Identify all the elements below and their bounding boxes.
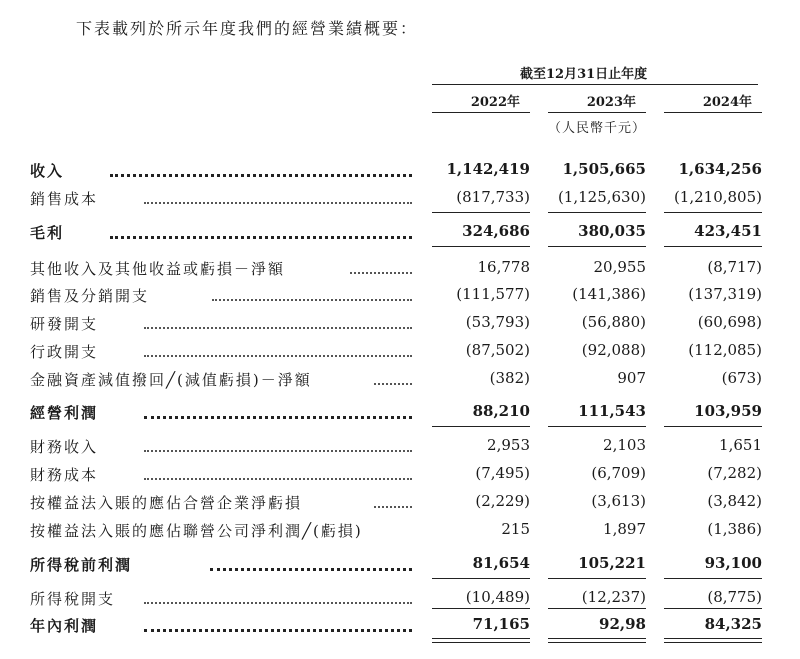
row-cost-of-sales bbox=[0, 188, 800, 212]
value-2022: 81,654 bbox=[472, 554, 530, 572]
value-2022: 1,142,419 bbox=[446, 160, 530, 178]
row-associate-profit bbox=[0, 520, 800, 544]
value-2023: 1,897 bbox=[603, 520, 646, 538]
value-2022: 215 bbox=[501, 520, 530, 538]
leader-dots bbox=[144, 416, 412, 419]
row-label: 按權益法入賬的應佔合營企業淨虧損 bbox=[30, 494, 303, 512]
value-2024: 423,451 bbox=[694, 222, 762, 240]
value-2024: (3,842) bbox=[707, 492, 762, 510]
value-2022: (2,229) bbox=[475, 492, 530, 510]
leader-dots bbox=[144, 629, 412, 632]
row-profit-for-year bbox=[0, 615, 800, 639]
value-2023: (6,709) bbox=[591, 464, 646, 482]
row-finance-income bbox=[0, 436, 800, 460]
value-2022: 324,686 bbox=[462, 222, 530, 240]
row-label: 財務收入 bbox=[30, 438, 99, 456]
leader-dots bbox=[144, 202, 412, 204]
leader-dots bbox=[374, 506, 412, 508]
row-label: 銷售成本 bbox=[30, 190, 99, 208]
value-2023: 1,505,665 bbox=[562, 160, 646, 178]
value-2024: 84,325 bbox=[704, 615, 762, 633]
row-label: 所得稅前利潤 bbox=[30, 556, 133, 574]
subtotal-rule bbox=[432, 578, 530, 579]
leader-dots bbox=[374, 383, 412, 385]
subtotal-rule bbox=[432, 608, 530, 609]
row-revenue bbox=[0, 160, 800, 184]
value-2024: (112,085) bbox=[688, 341, 762, 359]
period-underline bbox=[432, 84, 758, 85]
value-2024: 103,959 bbox=[694, 402, 762, 420]
value-2023: (56,880) bbox=[581, 313, 646, 331]
row-gross-profit bbox=[0, 222, 800, 246]
row-label: 金融資產減值撥回╱(減值虧損)－淨額 bbox=[30, 371, 312, 389]
row-profit-before-tax bbox=[0, 554, 800, 578]
leader-dots bbox=[110, 236, 412, 239]
value-2024: (673) bbox=[721, 369, 762, 387]
value-2023: 111,543 bbox=[578, 402, 646, 420]
leader-dots bbox=[210, 568, 412, 571]
row-other-income bbox=[0, 258, 800, 282]
row-selling-expenses bbox=[0, 285, 800, 309]
value-2023: 380,035 bbox=[578, 222, 646, 240]
leader-dots bbox=[144, 478, 412, 480]
total-double-rule bbox=[432, 638, 530, 643]
value-2022: 2,953 bbox=[487, 436, 530, 454]
year-2022-header: 2022年 bbox=[470, 95, 520, 110]
leader-dots bbox=[110, 174, 412, 177]
value-2022: (53,793) bbox=[465, 313, 530, 331]
value-2022: (7,495) bbox=[475, 464, 530, 482]
unit-label: （人民幣千元） bbox=[548, 121, 647, 136]
value-2023: 907 bbox=[617, 369, 646, 387]
value-2022: (10,489) bbox=[465, 588, 530, 606]
row-label: 收入 bbox=[30, 162, 65, 180]
subtotal-rule bbox=[548, 246, 646, 247]
value-2023: 2,103 bbox=[603, 436, 646, 454]
period-header: 截至12月31日止年度 bbox=[520, 67, 648, 82]
row-rd-expenses bbox=[0, 313, 800, 337]
subtotal-rule bbox=[548, 212, 646, 213]
row-label: 經營利潤 bbox=[30, 404, 99, 422]
year-2023-underline bbox=[548, 112, 646, 113]
value-2024: (7,282) bbox=[707, 464, 762, 482]
row-label: 所得稅開支 bbox=[30, 590, 116, 608]
leader-dots bbox=[212, 299, 412, 301]
value-2024: (60,698) bbox=[697, 313, 762, 331]
subtotal-rule bbox=[432, 426, 530, 427]
value-2024: (1,210,805) bbox=[673, 188, 762, 206]
year-2024-underline bbox=[664, 112, 762, 113]
subtotal-rule bbox=[548, 608, 646, 609]
value-2024: (137,319) bbox=[688, 285, 762, 303]
row-label: 按權益法入賬的應佔聯營公司淨利潤╱(虧損) bbox=[30, 522, 363, 540]
value-2022: (87,502) bbox=[465, 341, 530, 359]
value-2024: 1,634,256 bbox=[678, 160, 762, 178]
value-2024: (8,775) bbox=[707, 588, 762, 606]
row-jv-loss bbox=[0, 492, 800, 516]
subtotal-rule bbox=[664, 578, 762, 579]
leader-dots bbox=[350, 272, 412, 274]
value-2022: 16,778 bbox=[477, 258, 530, 276]
value-2024: (8,717) bbox=[707, 258, 762, 276]
subtotal-rule bbox=[432, 246, 530, 247]
row-operating-profit bbox=[0, 402, 800, 426]
row-label: 研發開支 bbox=[30, 315, 99, 333]
total-double-rule bbox=[664, 638, 762, 643]
value-2023: (92,088) bbox=[581, 341, 646, 359]
leader-dots bbox=[144, 327, 412, 329]
row-label: 財務成本 bbox=[30, 466, 99, 484]
value-2022: (382) bbox=[489, 369, 530, 387]
subtotal-rule bbox=[548, 426, 646, 427]
leader-dots bbox=[144, 355, 412, 357]
value-2022: (111,577) bbox=[456, 285, 530, 303]
intro-text: 下表載列於所示年度我們的經營業績概要： bbox=[76, 19, 419, 38]
total-double-rule bbox=[548, 638, 646, 643]
row-label: 毛利 bbox=[30, 224, 65, 242]
year-2024-header: 2024年 bbox=[702, 95, 752, 110]
row-finance-costs bbox=[0, 464, 800, 488]
subtotal-rule bbox=[664, 212, 762, 213]
year-2023-header: 2023年 bbox=[586, 95, 636, 110]
value-2024: 1,651 bbox=[719, 436, 762, 454]
row-label: 行政開支 bbox=[30, 343, 99, 361]
subtotal-rule bbox=[664, 246, 762, 247]
row-label: 銷售及分銷開支 bbox=[30, 287, 150, 305]
value-2023: (12,237) bbox=[581, 588, 646, 606]
value-2023: (3,613) bbox=[591, 492, 646, 510]
year-2022-underline bbox=[432, 112, 530, 113]
row-label: 其他收入及其他收益或虧損－淨額 bbox=[30, 260, 286, 278]
subtotal-rule bbox=[664, 426, 762, 427]
leader-dots bbox=[144, 602, 412, 604]
value-2023: (1,125,630) bbox=[557, 188, 646, 206]
leader-dots bbox=[144, 450, 412, 452]
value-2023: 20,955 bbox=[593, 258, 646, 276]
value-2023: 105,221 bbox=[578, 554, 646, 572]
row-label: 年內利潤 bbox=[30, 617, 99, 635]
value-2022: 71,165 bbox=[472, 615, 530, 633]
value-2023: (141,386) bbox=[572, 285, 646, 303]
row-impairment bbox=[0, 369, 800, 393]
value-2022: (817,733) bbox=[456, 188, 530, 206]
subtotal-rule bbox=[664, 608, 762, 609]
value-2022: 88,210 bbox=[472, 402, 530, 420]
value-2024: (1,386) bbox=[707, 520, 762, 538]
subtotal-rule bbox=[548, 578, 646, 579]
row-admin-expenses bbox=[0, 341, 800, 365]
subtotal-rule bbox=[432, 212, 530, 213]
value-2023: 92,98 bbox=[599, 615, 646, 633]
value-2024: 93,100 bbox=[704, 554, 762, 572]
